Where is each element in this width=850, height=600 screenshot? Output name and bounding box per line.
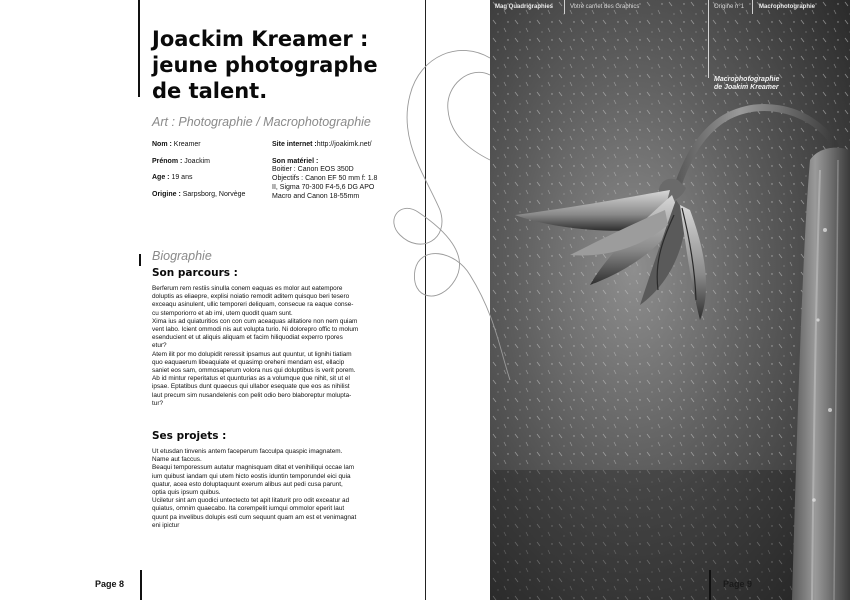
magazine-tagline: Votre carnet des Graphics bbox=[570, 4, 640, 10]
text-line: quunt pa invelibus dolupis esti cum sequunt quam am est et venimagnat bbox=[152, 513, 357, 521]
info-row-firstname: Prénom : Joackim bbox=[152, 157, 210, 165]
header-divider bbox=[564, 0, 565, 14]
title-line-2: jeune photographe bbox=[152, 53, 378, 77]
text-line: Name aut faccus. bbox=[152, 456, 202, 464]
footer-accent-bar-left bbox=[140, 570, 142, 600]
article-title bbox=[152, 26, 412, 104]
material-line: II, Sigma 70-300 F4-5,6 DG APO bbox=[272, 183, 375, 191]
caption-line-1: Macrophotographie bbox=[714, 76, 780, 83]
text-line: saniet eos sam, ommosaperum volora nus qui doluptibus is verit porem. bbox=[152, 367, 356, 375]
footer-accent-bar-right bbox=[709, 570, 711, 600]
text-line: Xima ius ad quiaturitios con con cum aceaquas alitatiore non nem quiam bbox=[152, 317, 358, 325]
magazine-name: Mag Quadrigraphies bbox=[495, 4, 554, 10]
text-line: Atem ilit por mo dolupidit reressit ipsamus aut quuntur, ut lignihi tiatiam bbox=[152, 350, 352, 358]
issue-number: Origine n°1 bbox=[714, 4, 745, 10]
title-line-3: de talent. bbox=[152, 79, 268, 103]
text-line: exceaqu asinulent, ullic temporeri deliquam, consecue ra eaque conse- bbox=[152, 301, 354, 309]
biography-accent-bar bbox=[139, 254, 141, 266]
text-line: quo eaquaerum libeaquiate et quasimp oreheni mendam est, ellacip bbox=[152, 358, 345, 366]
projets-title: Ses projets : bbox=[152, 430, 227, 442]
material-line: Boitier : Canon EOS 350D bbox=[272, 166, 354, 174]
text-line: ium quibust iandam qui utem hicto eostis iduntin temporundel eici quia bbox=[152, 472, 351, 480]
caption-line-2: de Joakim Kreamer bbox=[714, 84, 779, 91]
text-line: tur? bbox=[152, 399, 164, 407]
text-line: ipsae. Eptatibus dunt quaecus qui ullabor esequate que eos as nihilist bbox=[152, 383, 350, 391]
material-line: Macro and Canon 18-55mm bbox=[272, 192, 360, 200]
page-number-left: Page 8 bbox=[95, 579, 125, 589]
text-line: etur? bbox=[152, 342, 167, 350]
text-line: quiatus, omnim quaecabo. Ita corempelit iumqui ommolor eperit laut bbox=[152, 505, 345, 513]
section-name: Macrophotographie bbox=[759, 4, 816, 10]
projets-text bbox=[152, 448, 384, 530]
parcours-text bbox=[152, 285, 384, 408]
text-line: doluptis as eliaepre, explisi noiatio remodit aditem quisquo beri tesero bbox=[152, 293, 350, 301]
text-line: optia quis ipsum quibus. bbox=[152, 489, 221, 497]
equipment-info bbox=[272, 141, 422, 201]
profile-info bbox=[152, 141, 267, 208]
header-vertical-line bbox=[708, 0, 709, 78]
page-fold-line bbox=[425, 0, 426, 600]
text-line: Ab id mintur reperitatus et quunturias as a volumque que nihit, sit ut el bbox=[152, 375, 350, 383]
article-subtitle: Art : Photographie / Macrophotographie bbox=[152, 115, 371, 129]
info-row-age: Age : 19 ans bbox=[152, 174, 193, 182]
biography-heading: Biographie bbox=[152, 249, 212, 263]
text-line: Ut etusdan tinvenis antem faceperum facculpa quaspic imagnatem. bbox=[152, 448, 343, 455]
info-row-website: Site internet :http://joakimk.net/ bbox=[272, 141, 372, 148]
title-accent-bar bbox=[138, 0, 140, 97]
text-line: eni ipictur bbox=[152, 521, 180, 529]
material-label: Son matériel : bbox=[272, 157, 319, 165]
text-line: laut precum sim nusandelenis con pelit odio bero blaboreptur molupta- bbox=[152, 391, 352, 399]
text-line: esenducient et ut aliquis aliquam et facim hiliquodiat experro rpores bbox=[152, 334, 343, 342]
parcours-title: Son parcours : bbox=[152, 267, 238, 279]
title-line-1: Joackim Kreamer : bbox=[152, 27, 369, 51]
info-row-origin: Origine : Sarpsborg, Norvège bbox=[152, 191, 246, 199]
page-number-right: Page 9 bbox=[723, 579, 753, 589]
flower-photo bbox=[490, 0, 850, 600]
header-divider bbox=[752, 0, 753, 14]
text-line: quatur, acea esto doluptaquunt exerum alibus aut pedi cusa parunt, bbox=[152, 480, 343, 488]
text-line: Uciletur sint am quodici untectecto tet apit litaturit pro odit exceatur ad bbox=[152, 497, 350, 505]
website-link[interactable]: http://joakimk.net/ bbox=[316, 141, 372, 148]
text-line: Beaqui temporessum autatur magnisquam ditat et venihiliqui occae lam bbox=[152, 464, 355, 472]
text-line: Berferum rem restiis sinulla conem eaquas es molor aut eatempore bbox=[152, 285, 343, 292]
material-line: Objectifs : Canon EF 50 mm f: 1.8 bbox=[272, 175, 378, 183]
info-row-name: Nom : Kreamer bbox=[152, 141, 201, 148]
text-line: vent labo. Icient ommodi nis aut volupta turio. Ni doloreprо offic to molum bbox=[152, 326, 359, 334]
text-line: cu stemporiorro et ab imi, utem quodit quam sunt. bbox=[152, 309, 293, 317]
right-page-photo bbox=[490, 0, 850, 600]
photo-caption bbox=[714, 76, 779, 92]
